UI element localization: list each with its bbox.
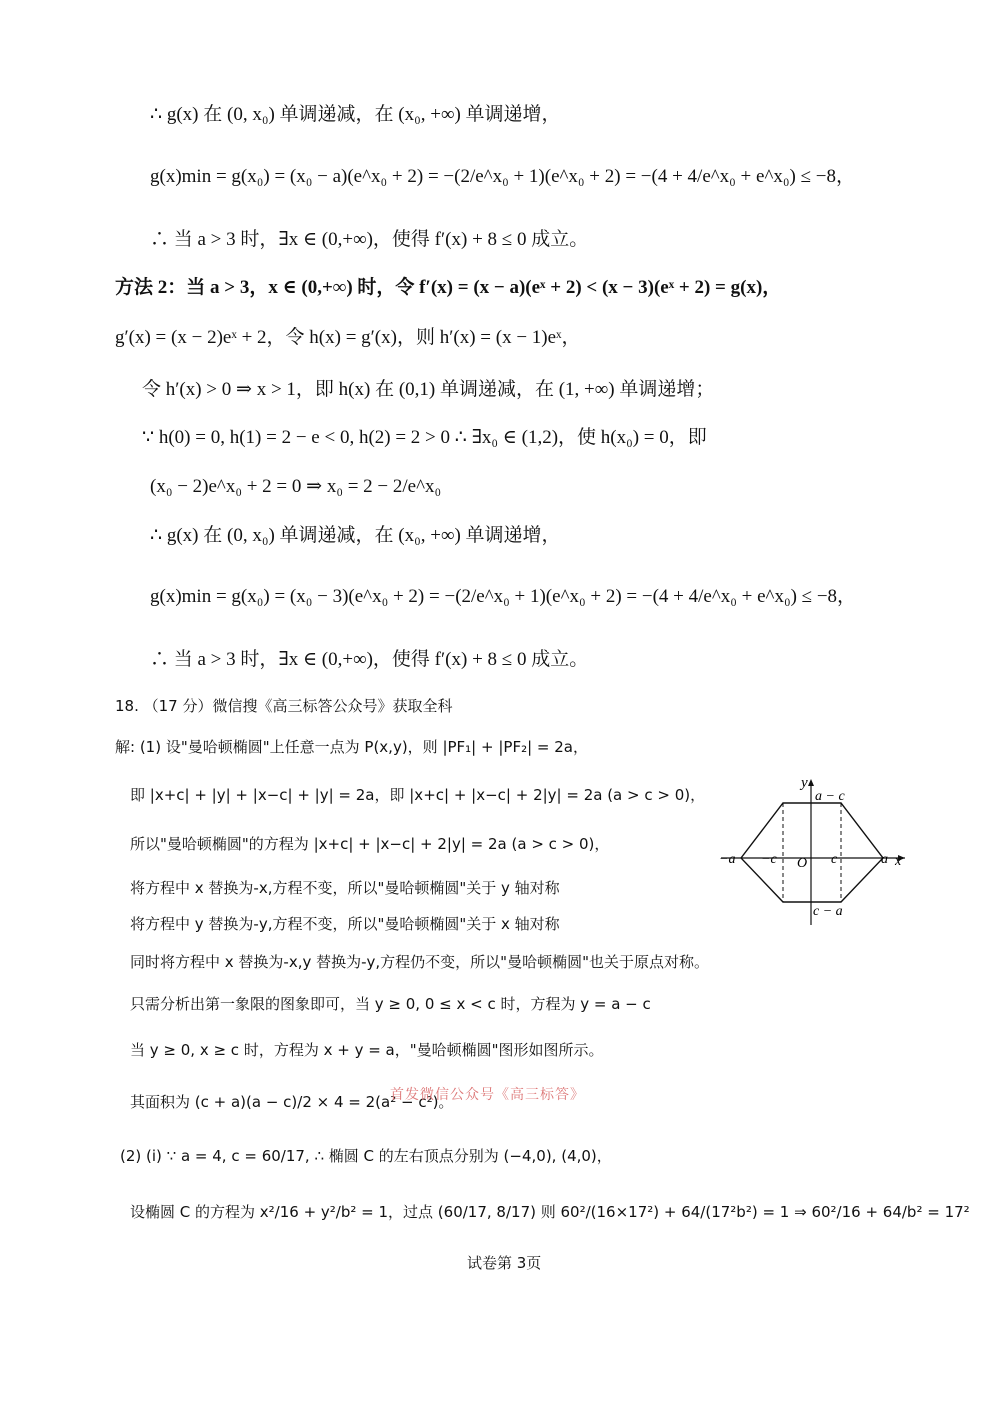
- watermark: 首发微信公众号《高三标答》: [390, 1087, 585, 1103]
- text-line-11: ∴ 当 a > 3 时，∃x ∈ (0,+∞)，使得 f′(x) + 8 ≤ 0 成立。: [150, 649, 589, 670]
- text-line-5: g′(x) = (x − 2)eˣ + 2，令 h(x) = g′(x)，则 h′(x) = (x − 1)eˣ，: [115, 327, 581, 348]
- text-line-1: ∴ g(x) 在 (0, x₀) 单调递减，在 (x₀, +∞) 单调递增，: [150, 104, 561, 125]
- page-footer: 试卷第 3页: [467, 1254, 542, 1272]
- text-line-7: ∵ h(0) = 0, h(1) = 2 − e < 0, h(2) = 2 > 0 ∴ ∃x₀ ∈ (1,2)，使 h(x₀) = 0，即: [142, 427, 707, 448]
- solution-line-4: 将方程中 x 替换为-x,方程不变，所以"曼哈顿椭圆"关于 y 轴对称: [130, 879, 560, 897]
- label-bottom: c − a: [813, 904, 843, 919]
- text-line-6: 令 h′(x) > 0 ⇒ x > 1，即 h(x) 在 (0,1) 单调递减，在 (1, +∞) 单调递增；: [142, 379, 715, 400]
- solution-line-8: 当 y ≥ 0, x ≥ c 时，方程为 x + y = a，"曼哈顿椭圆"图形如图所示。: [130, 1041, 604, 1059]
- text-line-3: ∴ 当 a > 3 时，∃x ∈ (0,+∞)，使得 f′(x) + 8 ≤ 0 成立。: [150, 229, 589, 250]
- method-2-heading: 方法 2：当 a > 3，x ∈ (0,+∞) 时，令 f′(x) = (x − a)(eˣ + 2) < (x − 3)(eˣ + 2) = g(x)，: [115, 277, 782, 298]
- text-line-10: g(x)min = g(x₀) = (x₀ − 3)(e^x₀ + 2) = −(2/e^x₀ + 1)(e^x₀ + 2) = −(4 + 4/e^x₀ + e^x₀) ≤ −8，: [150, 586, 857, 607]
- solution-line-5: 将方程中 y 替换为-y,方程不变，所以"曼哈顿椭圆"关于 x 轴对称: [130, 915, 560, 933]
- label-neg-a: −a: [719, 852, 736, 867]
- y-axis-arrow: [808, 779, 814, 786]
- manhattan-ellipse-figure: [713, 775, 913, 925]
- solution-part-2-line-1: (2) (i) ∵ a = 4, c = 60/17, ∴ 椭圆 C 的左右顶点分别为 (−4,0), (4,0)，: [120, 1147, 612, 1165]
- solution-line-7: 只需分析出第一象限的图象即可，当 y ≥ 0, 0 ≤ x < c 时，方程为 y = a − c: [130, 995, 651, 1013]
- text-line-2: g(x)min = g(x₀) = (x₀ − a)(e^x₀ + 2) = −(2/e^x₀ + 1)(e^x₀ + 2) = −(4 + 4/e^x₀ + e^x₀) ≤ −8，: [150, 166, 855, 187]
- solution-line-1: 解: (1) 设"曼哈顿椭圆"上任意一点为 P(x,y)，则 |PF₁| + |PF₂| = 2a，: [115, 738, 588, 756]
- question-18-heading: 18. （17 分）微信搜《高三标答公众号》获取全科: [115, 697, 453, 715]
- solution-area-line: 其面积为 (c + a)(a − c)/2 × 4 = 2(a² − c²)。: [130, 1093, 454, 1111]
- solution-line-6: 同时将方程中 x 替换为-x,y 替换为-y,方程仍不变，所以"曼哈顿椭圆"也关于原点对称。: [130, 953, 709, 971]
- solution-line-3: 所以"曼哈顿椭圆"的方程为 |x+c| + |x−c| + 2|y| = 2a (a > c > 0)，: [130, 835, 610, 853]
- label-x-axis: x: [895, 854, 902, 869]
- solution-line-2: 即 |x+c| + |y| + |x−c| + |y| = 2a，即 |x+c| + |x−c| + 2|y| = 2a (a > c > 0)，: [130, 786, 706, 804]
- label-pos-a: a: [881, 852, 888, 867]
- label-top: a − c: [815, 789, 845, 804]
- label-origin: O: [797, 856, 808, 871]
- text-line-8: (x₀ − 2)e^x₀ + 2 = 0 ⇒ x₀ = 2 − 2/e^x₀: [150, 476, 442, 497]
- label-y-axis: y: [801, 775, 808, 791]
- label-pos-c: c: [831, 852, 838, 867]
- text-line-9: ∴ g(x) 在 (0, x₀) 单调递减，在 (x₀, +∞) 单调递增，: [150, 525, 561, 546]
- solution-part-2-line-2: 设椭圆 C 的方程为 x²/16 + y²/b² = 1，过点 (60/17, 8/17) 则 60²/(16×17²) + 64/(17²b²) = 1 ⇒ 60²/16 + 64/b² = 17²: [130, 1203, 970, 1221]
- label-neg-c: −c: [761, 852, 777, 867]
